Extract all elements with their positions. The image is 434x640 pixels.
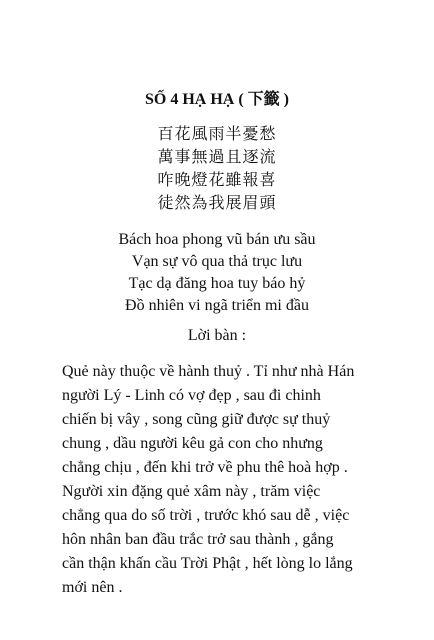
commentary-heading: Lời bàn : xyxy=(187,327,247,344)
chinese-poem-line-4: 徒然為我展眉頭 xyxy=(157,193,277,212)
commentary-line: người Lý - Linh có vợ đẹp , sau đi chinh xyxy=(62,387,321,404)
commentary-line: Người xin đặng quẻ xâm này , trăm việc xyxy=(62,483,321,500)
chinese-poem-line-1: 百花風雨半憂愁 xyxy=(157,124,277,143)
commentary-paragraph xyxy=(62,360,382,600)
commentary-line: chẳng qua do số trời , trước khó sau dễ , việc xyxy=(62,507,350,524)
fortune-title: SỐ 4 HẠ HẠ ( 下籤 ) xyxy=(144,91,289,108)
commentary-line: mới nên . xyxy=(62,579,123,596)
vietnamese-poem-line-3: Tạc dạ đăng hoa tuy báo hỷ xyxy=(128,275,306,292)
commentary-line: hôn nhân ban đầu trắc trở sau thành , gắng xyxy=(62,531,334,548)
commentary-line: chẳng chịu , đến khi trở về phu thê hoà hợp . xyxy=(62,459,348,476)
commentary-line: chung , dầu người kêu gả con cho nhưng xyxy=(62,435,323,452)
commentary-line: chiến bị vây , song cũng giữ được sự thuỷ xyxy=(62,411,331,428)
commentary-line: cần thận khấn cầu Trời Phật , hết lòng lo lắng xyxy=(62,555,353,572)
chinese-poem-line-3: 咋晚燈花雖報喜 xyxy=(157,170,277,189)
chinese-poem-line-2: 萬事無過且逐流 xyxy=(157,147,277,166)
vietnamese-poem-line-2: Vạn sự vô qua thả trục lưu xyxy=(131,253,303,270)
vietnamese-poem-line-4: Đồ nhiên vi ngã triển mi đầu xyxy=(125,297,309,314)
commentary-line: Quẻ này thuộc về hành thuỷ . Tỉ như nhà Hán xyxy=(62,363,355,380)
vietnamese-poem-line-1: Bách hoa phong vũ bán ưu sầu xyxy=(118,231,316,248)
